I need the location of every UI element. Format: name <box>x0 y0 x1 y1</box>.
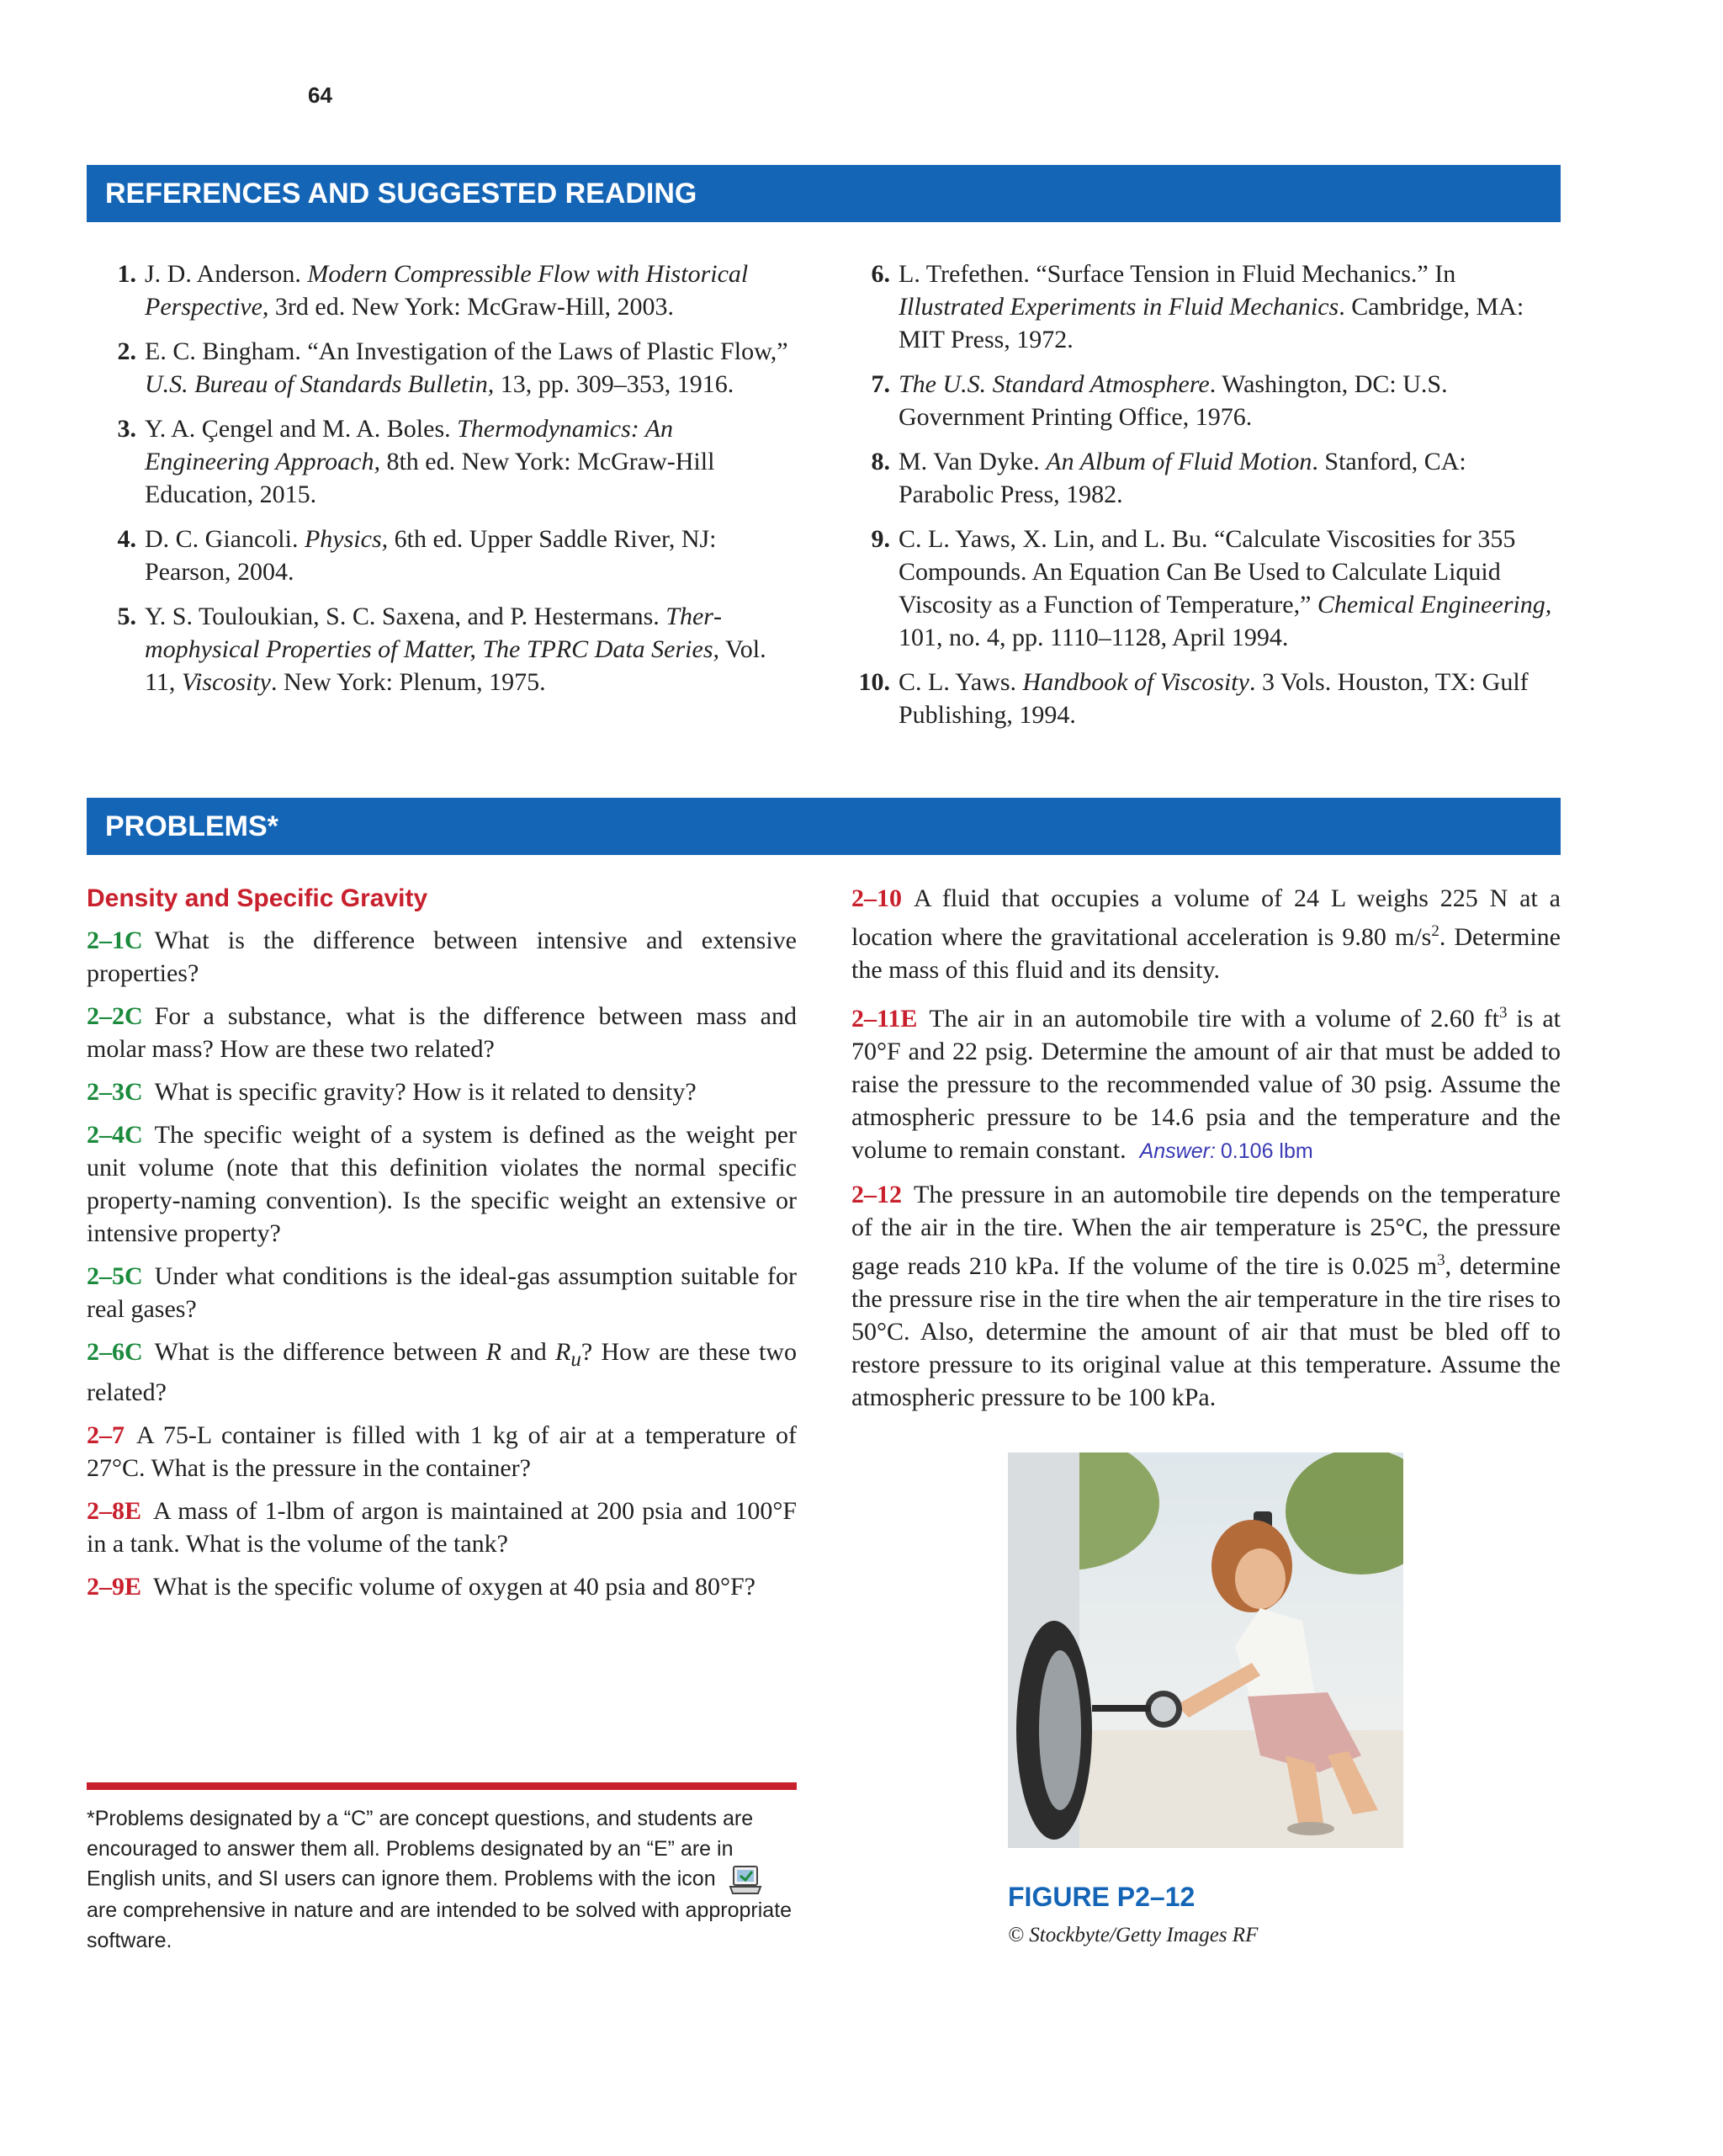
problems-left-column <box>87 882 797 1613</box>
reference-item <box>101 412 791 511</box>
problem-item <box>851 882 1561 986</box>
problem-text: What is the specific volume of oxygen at 40 psia and 80°F? <box>153 1573 756 1601</box>
laptop-icon <box>729 1864 762 1896</box>
problem-text: What is the difference between <box>154 1338 486 1366</box>
reference-details: 8th ed. New York: McGraw-Hill Education, 2015. <box>145 448 715 508</box>
problem-number: 2–3C <box>87 1078 143 1106</box>
references-left-column <box>101 258 791 710</box>
footnote-divider <box>87 1782 797 1790</box>
reference-number: 5. <box>117 603 136 630</box>
reference-number: 8. <box>871 448 890 475</box>
reference-details: . Washington, DC: U.S. Government Printing Office, 1976. <box>899 370 1448 431</box>
problem-text: A 75-L container is filled with 1 kg of air at a temperature of 27°C. What is the pressure in the container? <box>87 1421 797 1482</box>
reference-title: Handbook of Viscosity <box>1022 668 1249 696</box>
problem-text: A mass of 1-lbm of argon is maintained at 200 psia and 100°F in a tank. What is the volume of the tank? <box>87 1497 797 1558</box>
problem-item <box>87 1118 797 1250</box>
problem-text: is at 70°F and 22 psig. Determine the amount of air that must be added to raise the pressure to the recommended value of 30 psig. Assume the atmospheric pressure to be 14.6 psia and the temperature and the volume to remain constant. <box>851 1005 1561 1164</box>
reference-item <box>101 600 791 698</box>
problem-number: 2–4C <box>87 1121 143 1149</box>
reference-title: The U.S. Standard Atmosphere <box>899 370 1210 398</box>
answer-label: Answer: <box>1139 1139 1216 1163</box>
problem-text: The air in an automobile tire with a volume of 2.60 ft <box>929 1005 1499 1033</box>
superscript: 3 <box>1498 1004 1508 1022</box>
problem-text: . Determine the mass of this fluid and its density. <box>851 923 1561 984</box>
problems-right-column <box>851 882 1561 1424</box>
reference-number: 1. <box>117 260 136 288</box>
reference-details: 13, pp. 309–353, 1916. <box>494 370 734 398</box>
problem-item <box>851 1178 1561 1414</box>
reference-details: 3rd ed. New York: McGraw-Hill, 2003. <box>268 293 675 321</box>
tire-gauge-photo-illustration <box>1008 1452 1403 1848</box>
subscript: u <box>570 1348 581 1371</box>
reference-author: J. D. Anderson. <box>145 260 308 288</box>
reference-item <box>844 368 1561 433</box>
superscript: 2 <box>1431 922 1439 940</box>
reference-title: Viscosity <box>181 668 271 696</box>
reference-details: 101, no. 4, pp. 1110–1128, April 1994. <box>899 624 1289 651</box>
reference-title: Thermophysical Properties of Matter, The TPRC Data Series, <box>145 603 722 663</box>
footnote-text: *Problems designated by a “C” are concept questions, and students are encouraged to answer them all. Problems designated by an “E” are in English units, and SI users can ignore them. Problems with the icon <box>87 1807 754 1891</box>
reference-number: 7. <box>871 370 890 398</box>
reference-title: Thermodynamics: An Engineering Approach, <box>145 415 674 475</box>
reference-details: Vol. 11, <box>145 635 766 696</box>
reference-title: Illustrated Experiments in Fluid Mechanics <box>899 293 1339 321</box>
problem-item <box>87 1419 797 1484</box>
problem-item <box>87 1495 797 1560</box>
problem-text: For a substance, what is the difference between mass and molar mass? How are these two related? <box>87 1002 797 1063</box>
reference-author: Y. A. Çengel and M. A. Boles. <box>145 415 458 443</box>
problem-number: 2–10 <box>851 884 902 912</box>
reference-number: 10. <box>858 668 890 696</box>
universal-gas-constant-symbol: R <box>555 1338 571 1366</box>
problem-text: What is specific gravity? How is it related to density? <box>154 1078 697 1106</box>
reference-number: 9. <box>871 525 890 553</box>
superscript: 3 <box>1437 1251 1445 1269</box>
reference-item <box>844 666 1561 731</box>
problems-subheading: Density and Specific Gravity <box>87 884 428 912</box>
reference-author: Y. S. Touloukian, S. C. Saxena, and P. Hestermans. <box>145 603 666 630</box>
reference-details: . Stanford, CA: Parabolic Press, 1982. <box>899 448 1466 508</box>
problem-item <box>87 1336 797 1409</box>
problem-item <box>851 996 1561 1168</box>
reference-item <box>844 523 1561 654</box>
figure-caption: FIGURE P2–12 <box>1008 1882 1195 1912</box>
reference-author: C. L. Yaws. <box>899 668 1023 696</box>
problem-text: The specific weight of a system is defined as the weight per unit volume (note that this definition violates the normal specific property-naming convention). Is the specific weight an extensive or intensive property? <box>87 1121 797 1247</box>
problem-text: A fluid that occupies a volume of 24 L weighs 225 N at a location where the gravitational acceleration is 9.80 m/s <box>851 884 1561 951</box>
reference-item <box>101 258 791 323</box>
reference-title: An Album of Fluid Motion <box>1046 448 1312 475</box>
problem-number: 2–5C <box>87 1262 143 1290</box>
reference-number: 3. <box>117 415 136 443</box>
problems-heading: PROBLEMS* <box>87 798 1561 855</box>
reference-title: Chemical Engineering, <box>1317 591 1552 619</box>
problem-number: 2–11E <box>851 1005 918 1033</box>
problem-item <box>87 1260 797 1325</box>
problem-text: , determine the pressure rise in the tire when the air temperature in the tire rises to 50°C. Also, determine the amount of air that must be bled off to restore pressure to its original value at this temperature. Assume the atmospheric pressure to be 100 kPa. <box>851 1252 1561 1411</box>
problem-item <box>87 1570 797 1603</box>
problem-text: ? How are these two related? <box>87 1338 797 1406</box>
problem-text: The pressure in an automobile tire depends on the temperature of the air in the tire. When the air temperature is 25°C, the pressure gage reads 210 kPa. If the volume of the tire is 0.025 m <box>851 1181 1561 1280</box>
reference-details: . Cambridge, MA: MIT Press, 1972. <box>899 293 1524 353</box>
reference-author: M. Van Dyke. <box>899 448 1047 475</box>
problem-text: Under what conditions is the ideal-gas assumption suitable for real gases? <box>87 1262 797 1323</box>
reference-details: . New York: Plenum, 1975. <box>270 668 546 696</box>
problem-text: What is the difference between intensive and extensive properties? <box>87 927 797 987</box>
reference-details: 6th ed. Upper Saddle River, NJ: Pearson, 2004. <box>145 525 717 586</box>
reference-details: . 3 Vols. Houston, TX: Gulf Publishing, 1994. <box>899 668 1529 729</box>
problem-item <box>87 924 797 990</box>
problem-number: 2–9E <box>87 1573 142 1601</box>
reference-item <box>844 258 1561 356</box>
answer-value: 0.106 lbm <box>1220 1139 1313 1163</box>
page-number: 64 <box>308 82 332 108</box>
reference-item <box>101 335 791 401</box>
reference-number: 4. <box>117 525 136 553</box>
figure-photo <box>1008 1452 1403 1848</box>
problem-item <box>87 1000 797 1065</box>
reference-number: 6. <box>871 260 890 288</box>
footnote-text: are comprehensive in nature and are intended to be solved with appropriate software. <box>87 1898 793 1952</box>
gas-constant-symbol: R <box>485 1338 502 1366</box>
problem-number: 2–7 <box>87 1421 125 1449</box>
figure-credit: © Stockbyte/Getty Images RF <box>1008 1924 1259 1946</box>
footnote <box>87 1804 797 1956</box>
reference-author: C. L. Yaws, X. Lin, and L. Bu. “Calculate Viscosities for 355 Compounds. An Equation Can Be Used to Calculate Liquid Viscosity as a Function of Temperature,” <box>899 525 1516 619</box>
reference-title: Physics, <box>304 525 389 553</box>
reference-author: D. C. Giancoli. <box>145 525 305 553</box>
problem-item <box>87 1075 797 1108</box>
reference-title: U.S. Bureau of Standards Bulletin, <box>145 370 495 398</box>
reference-author: E. C. Bingham. “An Investigation of the Laws of Plastic Flow,” <box>145 337 788 365</box>
problem-text: and <box>501 1338 556 1366</box>
reference-item <box>844 445 1561 511</box>
reference-author: L. Trefethen. “Surface Tension in Fluid Mechanics.” In <box>899 260 1456 288</box>
reference-item <box>101 523 791 588</box>
problem-number: 2–8E <box>87 1497 142 1525</box>
problem-number: 2–2C <box>87 1002 143 1030</box>
references-right-column <box>844 258 1561 743</box>
problem-number: 2–12 <box>851 1181 902 1208</box>
reference-number: 2. <box>117 337 136 365</box>
problem-number: 2–1C <box>87 927 143 954</box>
references-heading: REFERENCES AND SUGGESTED READING <box>87 165 1561 222</box>
reference-title: Modern Compressible Flow with Historical Perspective, <box>145 260 749 321</box>
problem-number: 2–6C <box>87 1338 143 1366</box>
